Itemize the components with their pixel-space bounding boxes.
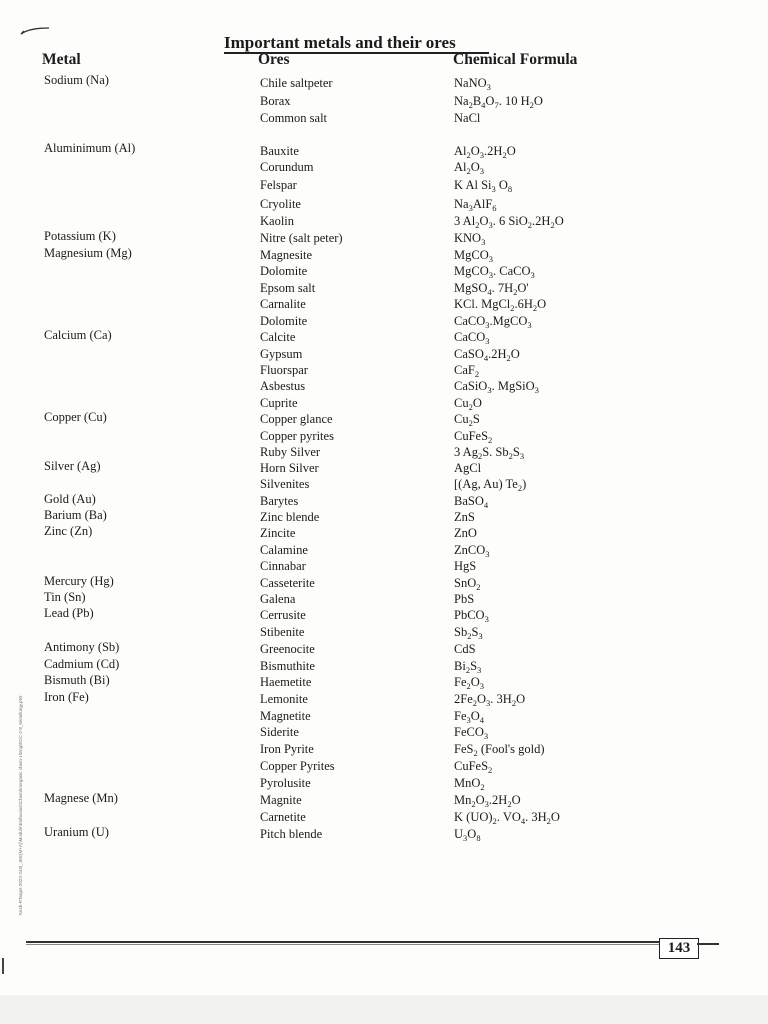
- ore-name: Corundum: [260, 160, 314, 174]
- chemical-formula: CaCO$_3$: [454, 330, 490, 346]
- ore-name: Calcite: [260, 330, 296, 344]
- footer-rule-secondary: [26, 944, 660, 945]
- chemical-formula: $U_3O_8$: [454, 827, 481, 843]
- chemical-formula: $Mn_2O_3.2H_2O$: [454, 793, 521, 809]
- chemical-formula: HgS: [454, 559, 477, 573]
- chemical-formula: CuFeS$_2$: [454, 759, 493, 775]
- metal-name: Gold (Au): [44, 492, 96, 506]
- ore-name: Cinnabar: [260, 559, 306, 573]
- ore-name: Magnetite: [260, 709, 311, 723]
- metal-name: Mercury (Hg): [44, 574, 114, 588]
- chemical-formula: $Na_2B_4O_7$. 10 $H_2O$: [454, 94, 543, 110]
- page-number: 143: [659, 938, 699, 959]
- chemical-formula: MgCO$_3$: [454, 248, 493, 264]
- chemical-formula: PbCO$_3$: [454, 608, 489, 624]
- ore-name: Lemonite: [260, 692, 308, 706]
- chemical-formula: $Sb_2S_3$: [454, 625, 483, 641]
- ore-name: Carnetite: [260, 810, 306, 824]
- metal-name: Bismuth (Bi): [44, 673, 110, 687]
- metal-name: Sodium (Na): [44, 73, 109, 87]
- chemical-formula: ZnCO$_3$: [454, 543, 490, 559]
- page-title: Important metals and their ores: [224, 33, 456, 52]
- footer-rule-tail: [697, 943, 719, 945]
- chemical-formula: CuFeS$_2$: [454, 429, 493, 445]
- chemical-formula: MgCO$_3$. CaCO$_3$: [454, 264, 535, 280]
- chemical-formula: PbS: [454, 592, 475, 606]
- chemical-formula: CaSiO$_3$. MgSiO$_3$: [454, 379, 539, 395]
- chemical-formula: K $(UO)_2$. $VO_4$. $3H_2O$: [454, 810, 560, 826]
- chemical-formula: $Na_3AlF_6$: [454, 197, 497, 213]
- chemical-formula: $Bi_2S_3$: [454, 659, 482, 675]
- ore-name: Kaolin: [260, 214, 295, 228]
- chemical-formula: $Al_2O_3$: [454, 160, 485, 176]
- ore-name: Horn Silver: [260, 461, 319, 475]
- chemical-formula: NaNO$_3$: [454, 76, 491, 92]
- ore-name: Haemetite: [260, 675, 312, 689]
- metal-name: Calcium (Ca): [44, 328, 112, 342]
- ore-name: Epsom salt: [260, 281, 316, 295]
- ore-name: Barytes: [260, 494, 299, 508]
- column-header-metal: Metal: [42, 51, 81, 68]
- column-header-ores: Ores: [258, 51, 290, 68]
- metal-name: Lead (Pb): [44, 606, 94, 620]
- ore-name: Greenocite: [260, 642, 315, 656]
- ore-name: Nitre (salt peter): [260, 231, 343, 245]
- chemical-formula: BaSO$_4$: [454, 494, 489, 510]
- ore-name: Pyrolusite: [260, 776, 311, 790]
- margin-tick: [2, 958, 4, 974]
- chemical-formula: KCl. $MgCl_2.6H_2O$: [454, 297, 547, 313]
- ore-name: Magnesite: [260, 248, 313, 262]
- ore-name: Borax: [260, 94, 291, 108]
- ore-name: Common salt: [260, 111, 328, 125]
- ore-name: Asbestus: [260, 379, 306, 393]
- side-margin-note-text: Kesh-RTarget-2023-24III_JEE(M+A)\Module\Enthusiast\Chem\Inorganic chem-1\Eng\EDC-2-8_Metallurgy.p65: [18, 695, 23, 915]
- chemical-formula: CaF$_2$: [454, 363, 480, 379]
- ore-name: Copper Pyrites: [260, 759, 335, 773]
- ore-name: Gypsum: [260, 347, 303, 361]
- metal-name: Antimony (Sb): [44, 640, 120, 654]
- chemical-formula: $Fe_2O_3$: [454, 675, 485, 691]
- ore-name: Copper glance: [260, 412, 333, 426]
- chemical-formula: 3 $Al_2O_3$. 6 $SiO_2.2H_2O$: [454, 214, 564, 230]
- metal-name: Magnesium (Mg): [44, 246, 132, 260]
- chemical-formula: CaCO$_3$.MgCO$_3$: [454, 314, 532, 330]
- ore-name: Cerrusite: [260, 608, 306, 622]
- chemical-formula: MnO$_2$: [454, 776, 485, 792]
- ore-name: Silvenites: [260, 477, 310, 491]
- side-margin-note: [10, 650, 26, 920]
- ore-name: Dolomite: [260, 264, 308, 278]
- metal-name: Zinc (Zn): [44, 524, 93, 538]
- ore-name: Zincite: [260, 526, 296, 540]
- chemical-formula: $Fe_3O_4$: [454, 709, 485, 725]
- chemical-formula: $2Fe_2O_3$. $3H_2O$: [454, 692, 526, 708]
- metal-name: Cadmium (Cd): [44, 657, 120, 671]
- column-header-formula: Chemical Formula: [453, 51, 578, 68]
- ore-name: Fluorspar: [260, 363, 308, 377]
- chemical-formula: NaCl: [454, 111, 481, 125]
- chemical-formula: $Cu_2O$: [454, 396, 482, 412]
- chemical-formula: FeCO$_3$: [454, 725, 489, 741]
- metal-name: Copper (Cu): [44, 410, 107, 424]
- ore-name: Stibenite: [260, 625, 305, 639]
- ore-name: Zinc blende: [260, 510, 320, 524]
- ore-name: Cryolite: [260, 197, 301, 211]
- metal-name: Potassium (K): [44, 229, 116, 243]
- ore-name: Iron Pyrite: [260, 742, 314, 756]
- chemical-formula: MgSO$_4$. $7H_2O'$: [454, 281, 529, 297]
- ore-name: Galena: [260, 592, 296, 606]
- pen-mark-icon: [20, 26, 50, 36]
- chemical-formula: 3 $Ag_2S$. $Sb_2S_3$: [454, 445, 525, 461]
- ore-name: Cuprite: [260, 396, 298, 410]
- ore-name: Felspar: [260, 178, 297, 192]
- chemical-formula: FeS$_2$ (Fool's gold): [454, 742, 545, 758]
- ore-name: Siderite: [260, 725, 299, 739]
- chemical-formula: $Cu_2S$: [454, 412, 480, 428]
- chemical-formula: [(Ag, Au) $Te_2$): [454, 477, 527, 493]
- ore-name: Calamine: [260, 543, 308, 557]
- ore-name: Copper pyrites: [260, 429, 334, 443]
- chemical-formula: K Al $Si_3$ $O_8$: [454, 178, 513, 194]
- chemical-formula: AgCl: [454, 461, 482, 475]
- chemical-formula: ZnO: [454, 526, 477, 540]
- chemical-formula: ZnS: [454, 510, 475, 524]
- chemical-formula: CdS: [454, 642, 476, 656]
- ore-name: Dolomite: [260, 314, 308, 328]
- ore-name: Pitch blende: [260, 827, 323, 841]
- chemical-formula: SnO$_2$: [454, 576, 481, 592]
- ore-name: Carnalite: [260, 297, 306, 311]
- ore-name: Casseterite: [260, 576, 315, 590]
- metal-name: Barium (Ba): [44, 508, 107, 522]
- chemical-formula: $Al_2O_3.2H_2O$: [454, 144, 516, 160]
- page-bottom-edge: [0, 995, 768, 1024]
- metal-name: Magnese (Mn): [44, 791, 118, 805]
- metal-name: Aluminimum (Al): [44, 141, 136, 155]
- ore-name: Bauxite: [260, 144, 299, 158]
- metal-name: Tin (Sn): [44, 590, 86, 604]
- chemical-formula: $KNO_3$: [454, 231, 486, 247]
- metal-name: Silver (Ag): [44, 459, 101, 473]
- ore-name: Chile saltpeter: [260, 76, 333, 90]
- footer-rule: [26, 941, 660, 943]
- ore-name: Ruby Silver: [260, 445, 321, 459]
- metal-name: Iron (Fe): [44, 690, 89, 704]
- ore-name: Bismuthite: [260, 659, 315, 673]
- chemical-formula: $CaSO_4.2H_2O$: [454, 347, 520, 363]
- ore-name: Magnite: [260, 793, 302, 807]
- metal-name: Uranium (U): [44, 825, 109, 839]
